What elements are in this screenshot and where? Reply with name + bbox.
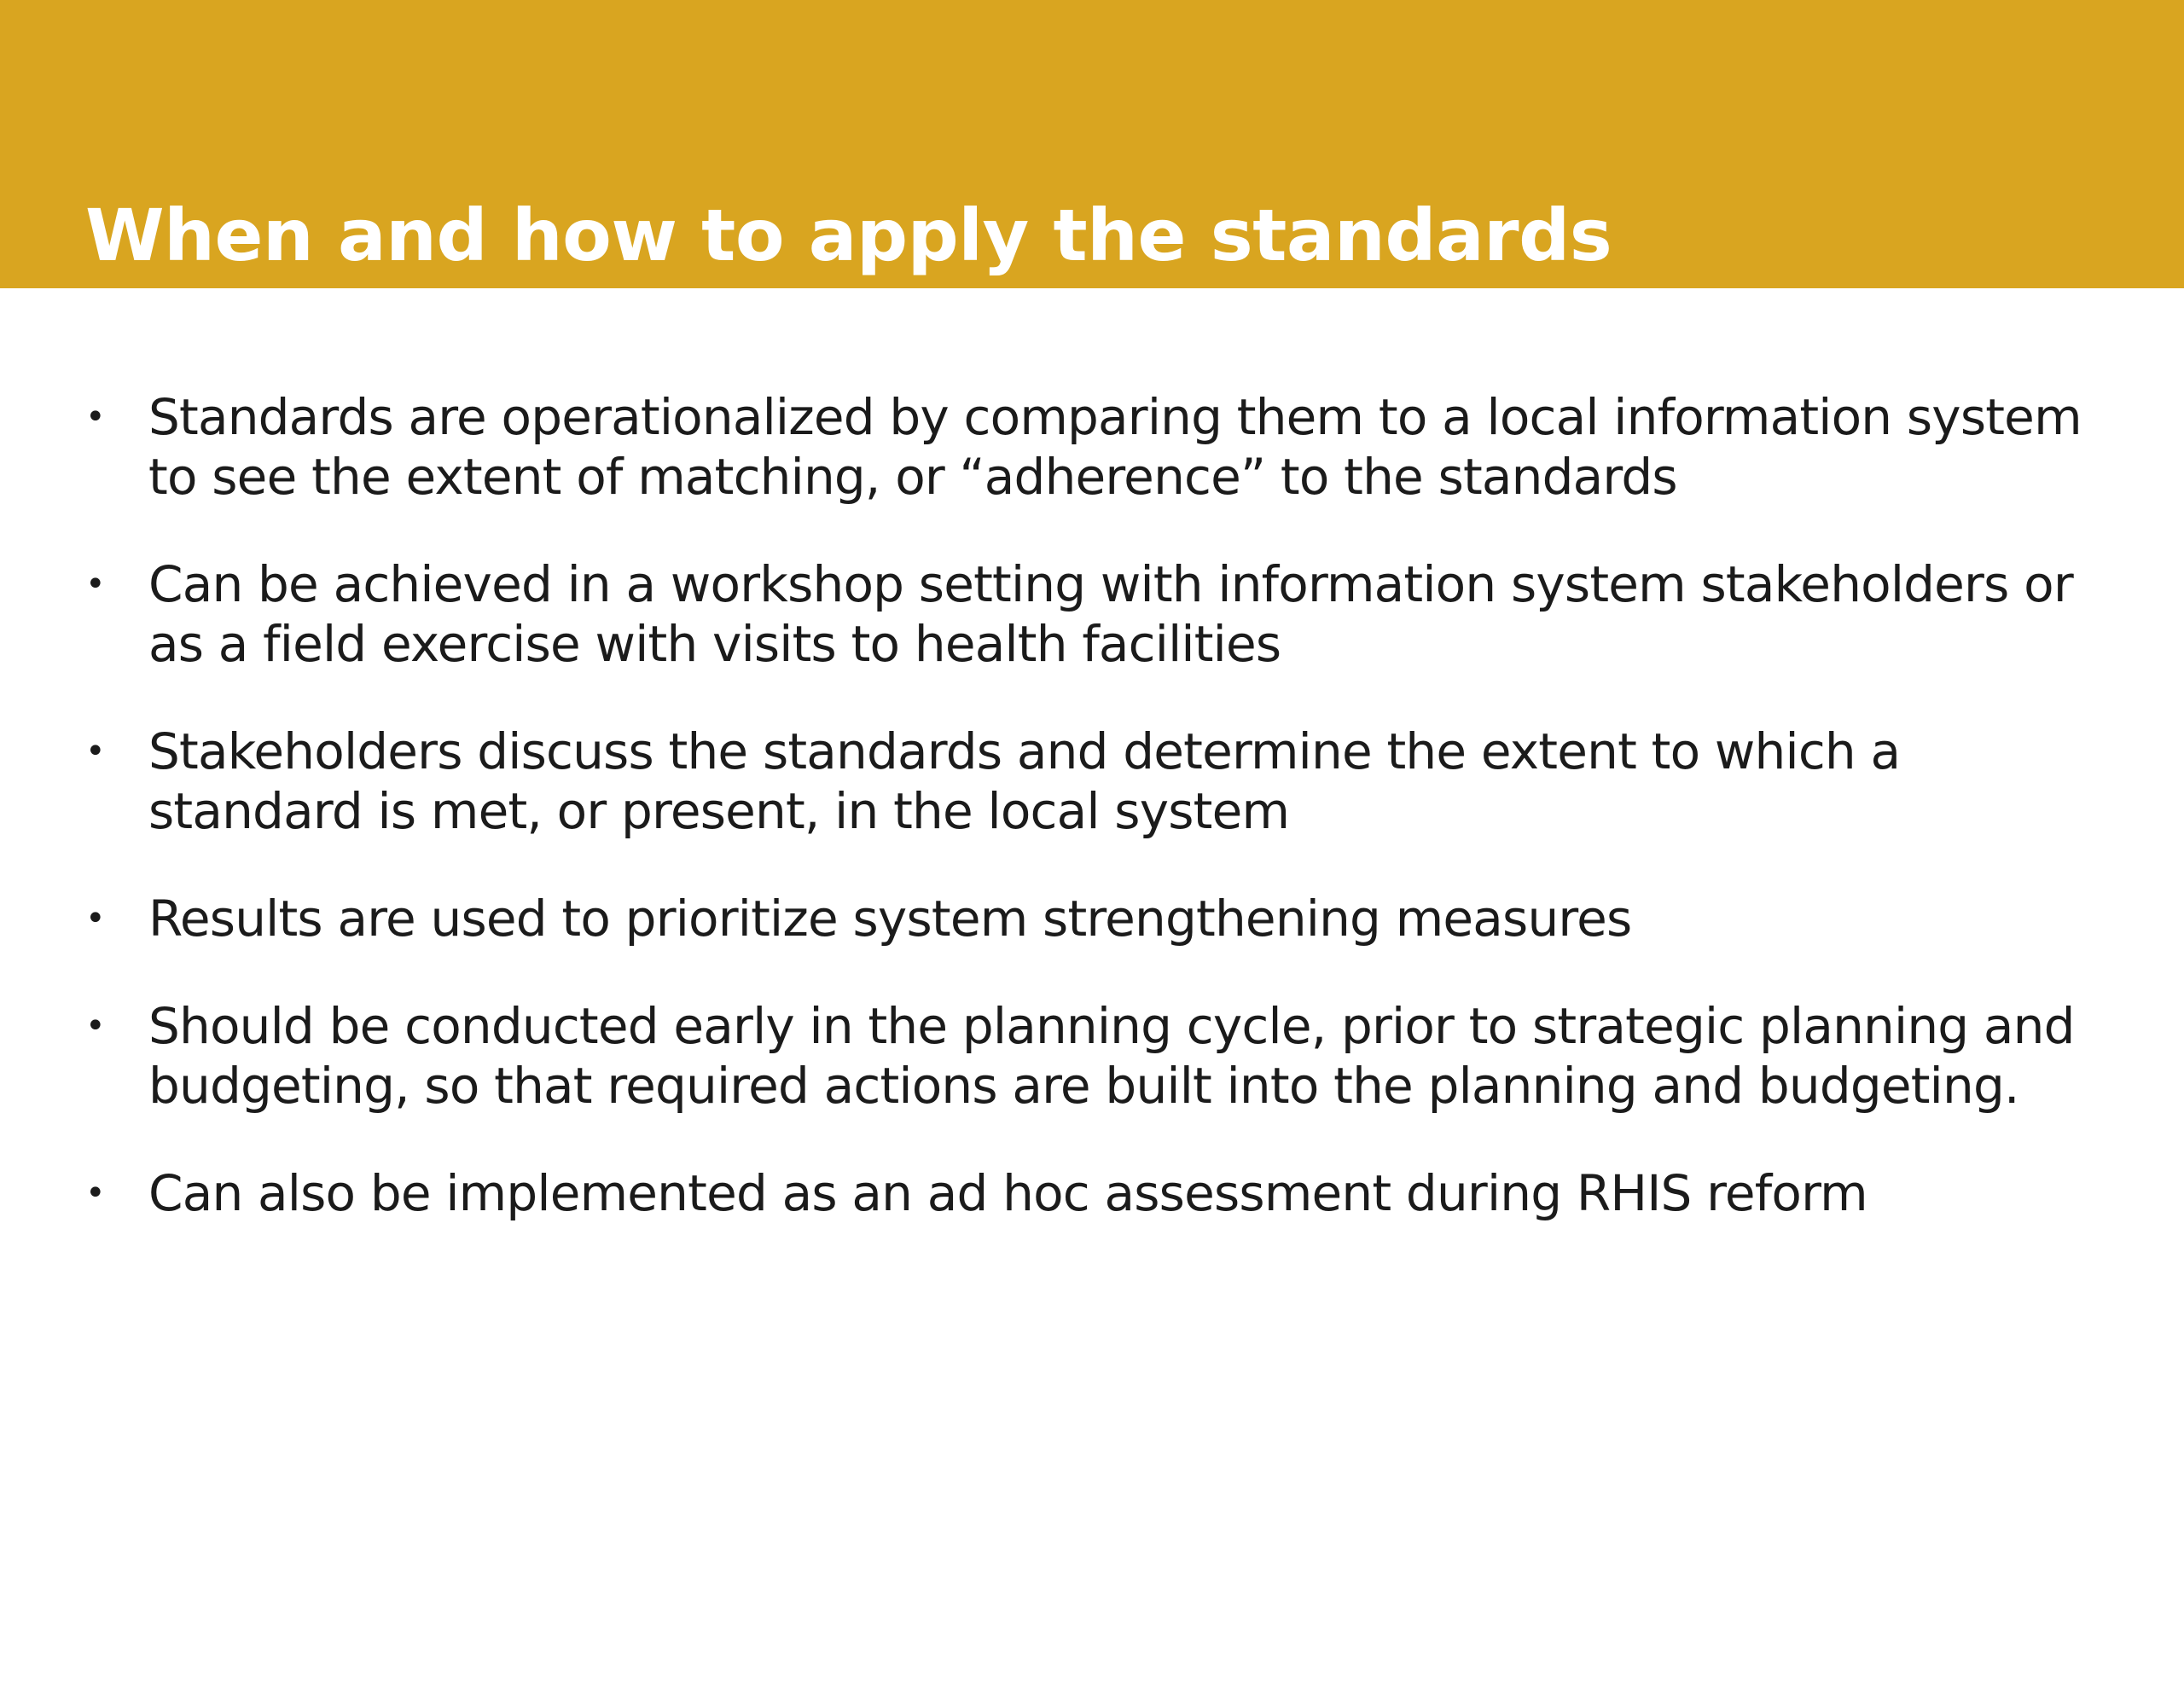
bullet-item [85,722,2099,841]
bullet-dot-icon: • [85,565,105,604]
bullet-dot-icon: • [85,1174,105,1213]
bullet-text: Can also be implemented as an ad hoc assessment during RHIS reform [148,1164,1867,1222]
bullet-text: Standards are operationalized by comparing them to a local information system to see the extent of matching, or “adherence” to the standards [148,388,2082,506]
bullet-list [85,387,2099,1271]
bullet-text: Results are used to prioritize system strengthening measures [148,890,1632,948]
bullet-text: Should be conducted early in the planning cycle, prior to strategic planning and budgeting, so that required actions are built into the planning and budgeting. [148,997,2075,1115]
bullet-text: Stakeholders discuss the standards and determine the extent to which a standard is met, or present, in the local system [148,722,1901,840]
slide-title: When and how to apply the standards [85,194,1612,277]
bullet-text: Can be achieved in a workshop setting with information system stakeholders or as a field exercise with visits to health facilities [148,555,2073,673]
bullet-dot-icon: • [85,899,105,938]
bullet-item [85,554,2099,674]
bullet-item [85,387,2099,507]
bullet-item [85,996,2099,1116]
bullet-dot-icon: • [85,732,105,771]
bullet-item [85,889,2099,948]
bullet-item [85,1163,2099,1223]
bullet-dot-icon: • [85,1006,105,1046]
bullet-dot-icon: • [85,397,105,437]
